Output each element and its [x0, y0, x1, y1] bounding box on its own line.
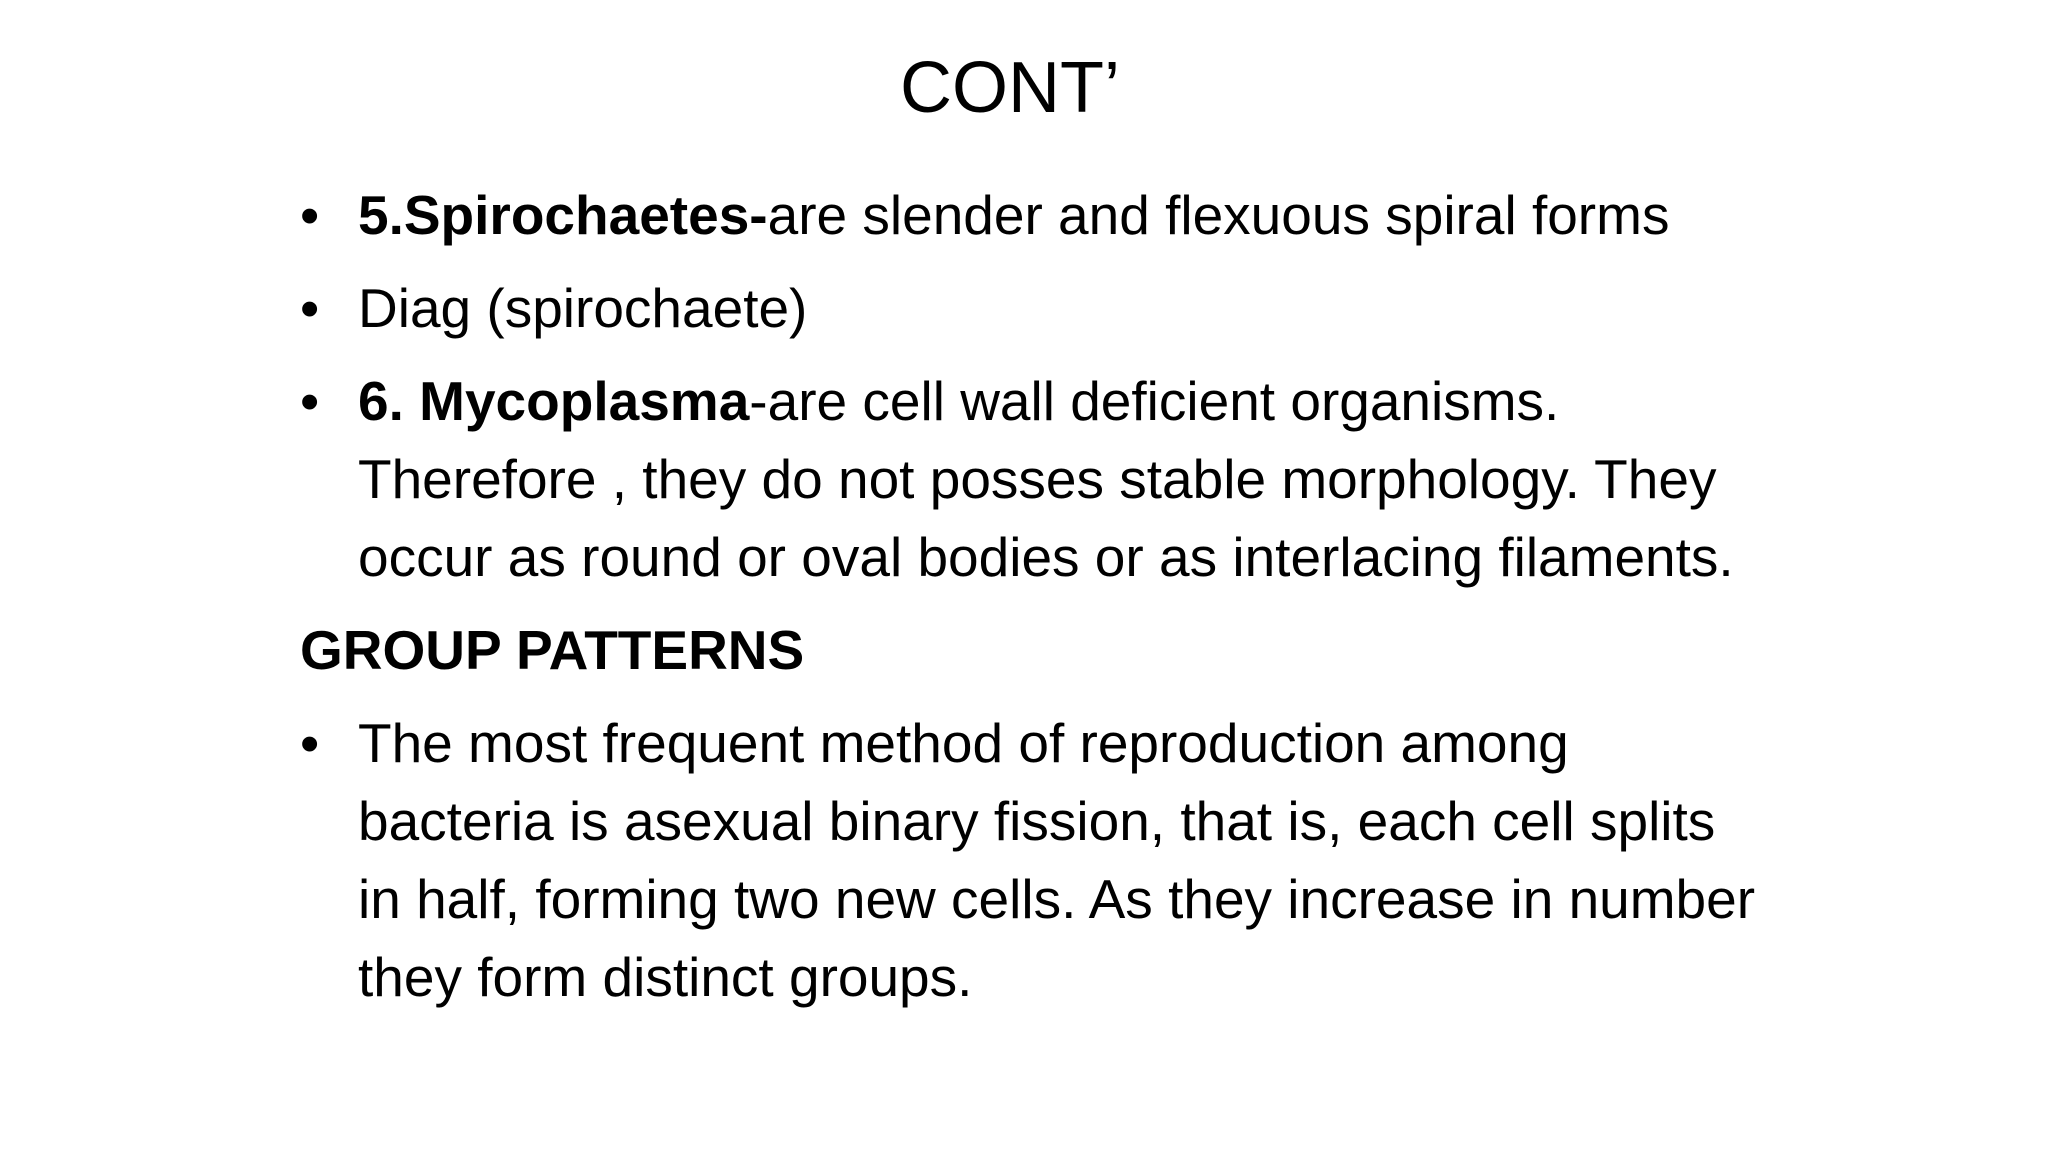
section-heading-group-patterns: GROUP PATTERNS — [300, 619, 805, 681]
bullet-item-spirochaetes — [300, 176, 1760, 254]
diagram-note-text: Diag (spirochaete) — [358, 277, 808, 339]
slide-title: CONT’ — [900, 48, 1120, 128]
description-binary-fission: The most frequent method of reproduction among bacteria is asexual binary fission, that is, each cell splits in half, forming two new cells. As they increase in number they form distinct groups. — [358, 712, 1756, 1008]
bullet-item-mycoplasma — [300, 362, 1760, 596]
term-spirochaetes: 5.Spirochaetes- — [358, 184, 768, 246]
bullet-item-binary-fission — [300, 704, 1760, 1016]
bullet-marker: • — [300, 370, 320, 432]
term-mycoplasma: 6. Mycoplasma — [358, 370, 750, 432]
description-mycoplasma: -are cell wall deficient organisms. Therefore , they do not posses stable morphology. They occur as round or oval bodies or as interlacing filaments. — [358, 370, 1734, 588]
bullet-item-diagram-note — [300, 269, 1760, 347]
bullet-marker: • — [300, 712, 320, 774]
bullet-marker: • — [300, 277, 320, 339]
bullet-marker: • — [300, 184, 320, 246]
description-spirochaetes: are slender and flexuous spiral forms — [767, 184, 1670, 246]
slide-content — [300, 176, 1760, 1031]
